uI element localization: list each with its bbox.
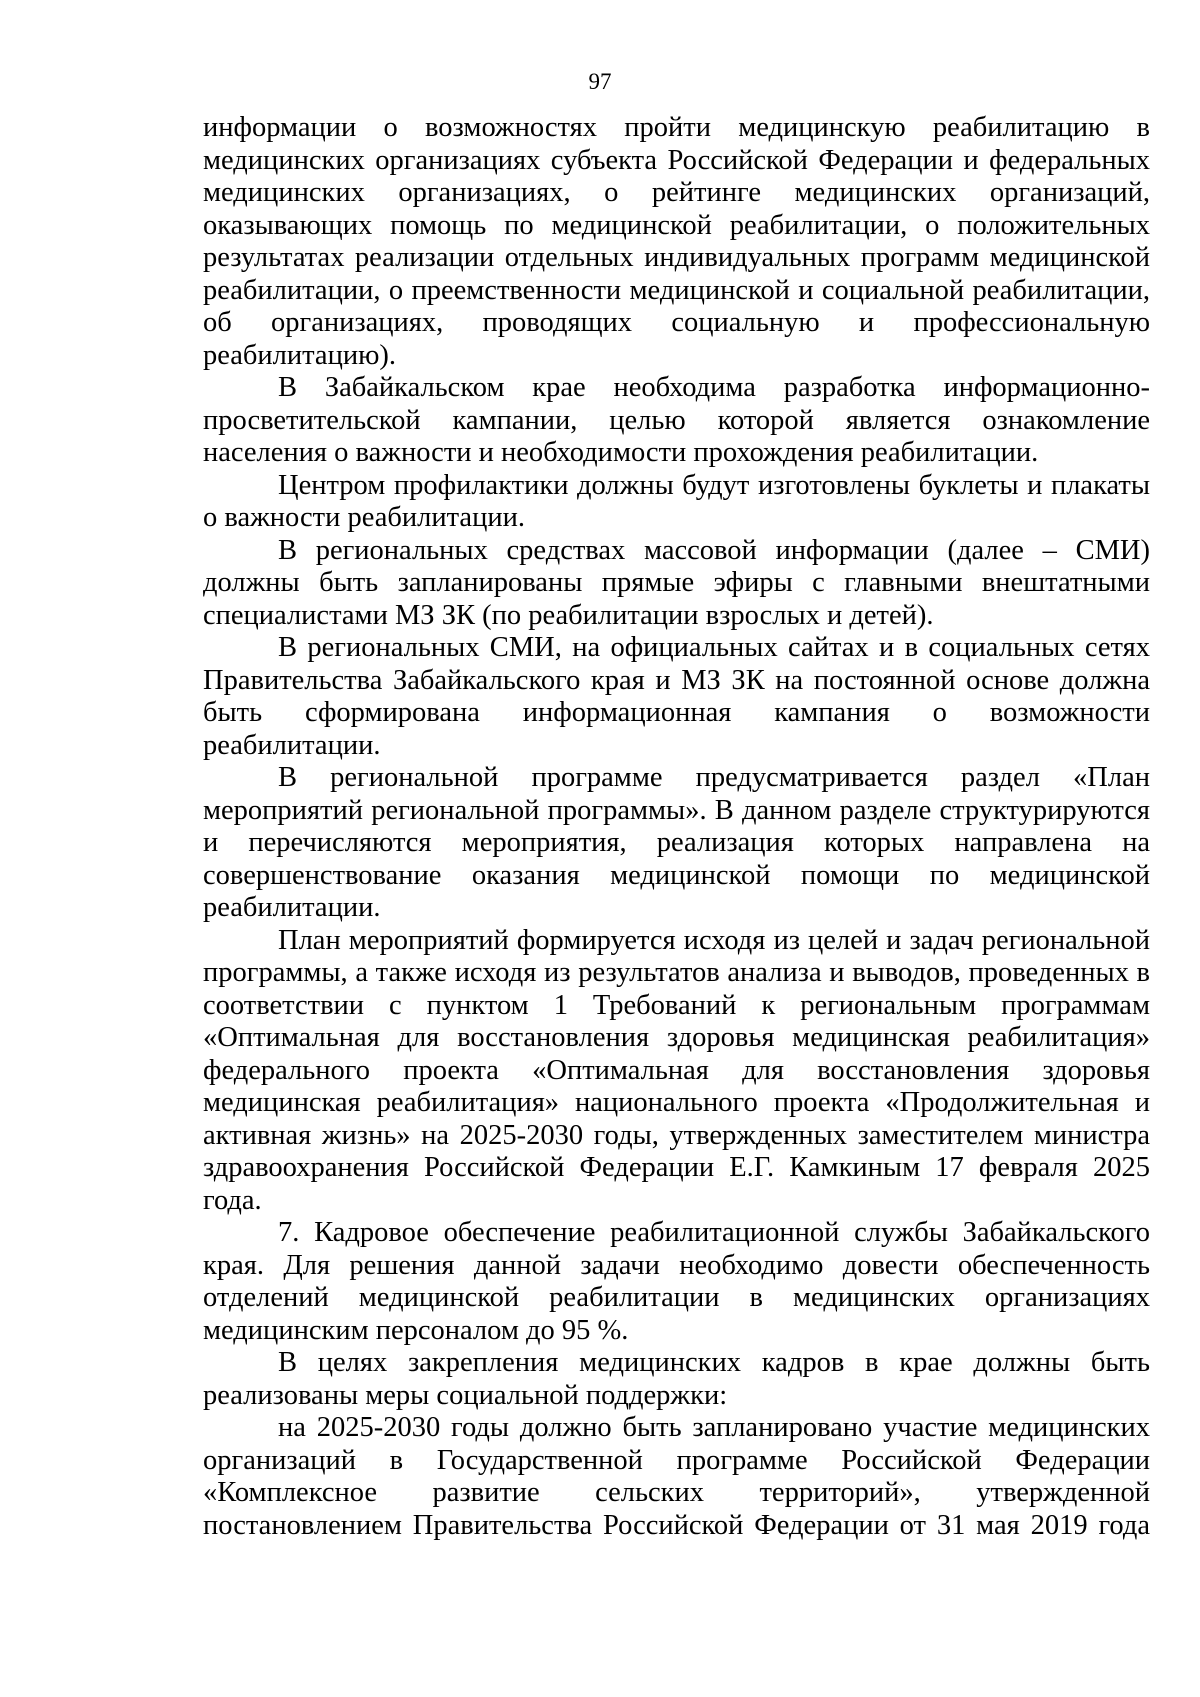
paragraph: 7. Кадровое обеспечение реабилитационной службы Забайкальского края. Для решения данной задачи необходимо довести обеспеченность отделений медицинской реабилитации в медицинских организациях медицинским персоналом до 95 %. <box>203 1217 1150 1346</box>
paragraph: на 2025-2030 годы должно быть запланировано участие медицинских организаций в Государственной программе Российской Федерации «Комплексное развитие сельских территорий», утвержденной постановлением Правительства Российской Федерации от 31 мая 2019 года <box>203 1412 1150 1541</box>
paragraph: В региональных средствах массовой информации (далее – СМИ) должны быть запланированы прямые эфиры с главными внештатными специалистами МЗ ЗК (по реабилитации взрослых и детей). <box>203 534 1150 631</box>
paragraph: В региональной программе предусматривается раздел «План мероприятий региональной программы». В данном разделе структурируются и перечисляются мероприятия, реализация которых направлена на совершенствование оказания медицинской помощи по медицинской реабилитации. <box>203 762 1150 923</box>
paragraph: План мероприятий формируется исходя из целей и задач региональной программы, а также исходя из результатов анализа и выводов, проведенных в соответствии с пунктом 1 Требований к региональным программам «Оптимальная для восстановления здоровья медицинская реабилитация» федерального проекта «Оптимальная для восстановления здоровья медицинская реабилитация» национального проекта «Продолжительная и активная жизнь» на 2025-2030 годы, утвержденных заместителем министра здравоохранения Российской Федерации Е.Г. Камкиным 17 февраля 2025 года. <box>203 924 1150 1216</box>
paragraph: Центром профилактики должны будут изготовлены буклеты и плакаты о важности реабилитации. <box>203 469 1150 533</box>
paragraph: В целях закрепления медицинских кадров в крае должны быть реализованы меры социальной поддержки: <box>203 1347 1150 1411</box>
paragraph-continuation: информации о возможностях пройти медицинскую реабилитацию в медицинских организациях субъекта Российской Федерации и федеральных медицинских организациях, о рейтинге медицинских организаций, оказывающих помощь по медицинской реабилитации, о положительных результатах реализации отдельных индивидуальных программ медицинской реабилитации, о преемственности медицинской и социальной реабилитации, об организациях, проводящих социальную и профессиональную реабилитацию). <box>203 112 1150 371</box>
paragraph: В Забайкальском крае необходима разработка информационно-просветительской кампании, целью которой является ознакомление населения о важности и необходимости прохождения реабилитации. <box>203 372 1150 468</box>
page-number: 97 <box>588 69 612 94</box>
document-body <box>203 112 1150 1542</box>
paragraph: В региональных СМИ, на официальных сайтах и в социальных сетях Правительства Забайкальского края и МЗ ЗК на постоянной основе должна быть сформирована информационная кампания о возможности реабилитации. <box>203 632 1150 761</box>
